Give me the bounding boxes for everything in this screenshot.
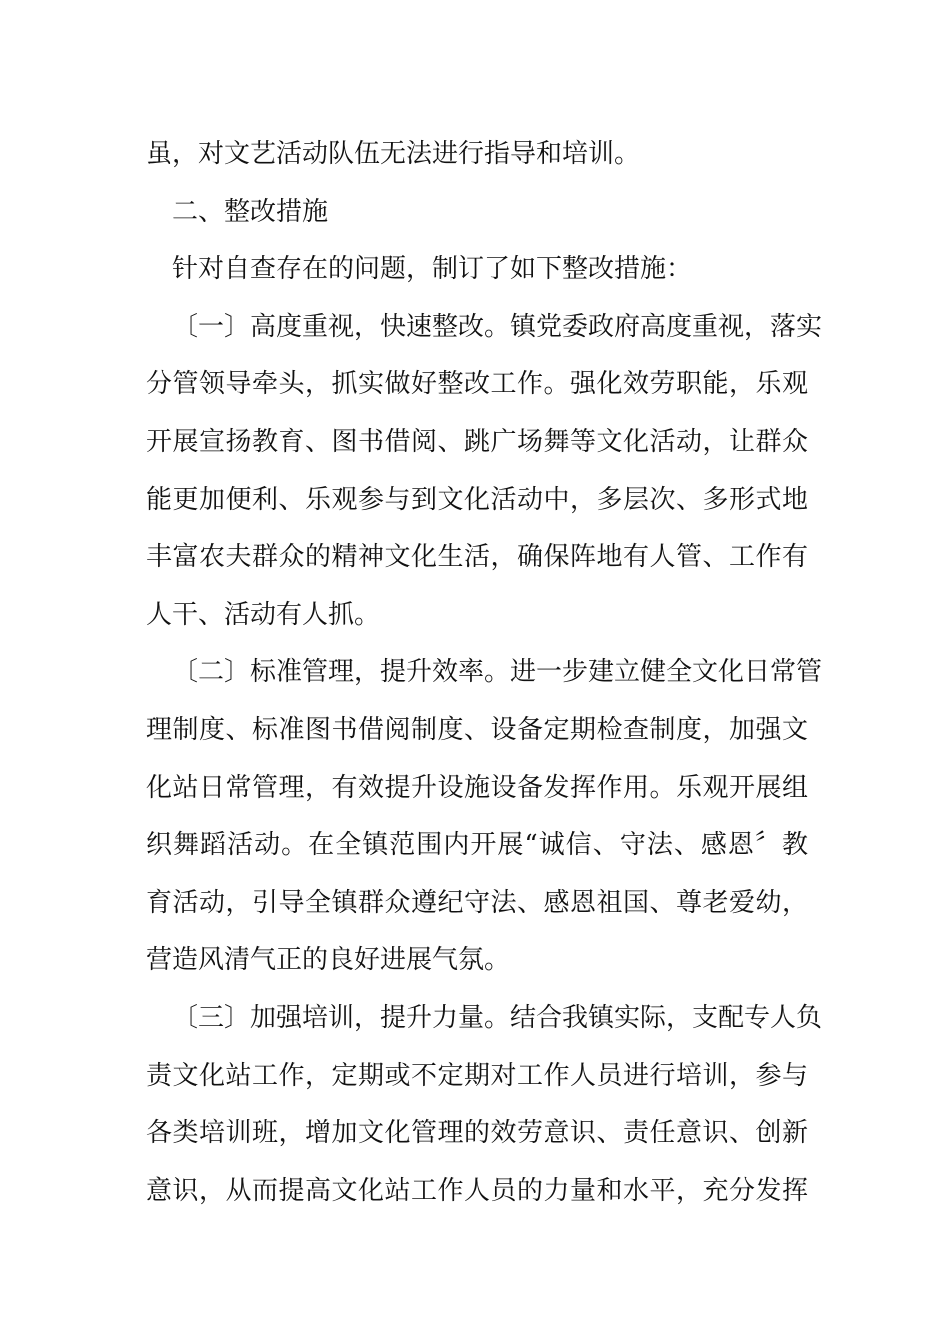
paragraph-line: 织舞蹈活动。在全镇范围内开展“诚信、守法、感恩〞教 bbox=[146, 830, 808, 861]
paragraph-line: 育活动，引导全镇群众遵纪守法、感恩祖国、尊老爱幼， bbox=[146, 887, 808, 918]
paragraph-line: 〔一〕高度重视，快速整改。镇党委政府高度重视，落实 bbox=[172, 311, 823, 342]
paragraph-line: 开展宣扬教育、图书借阅、跳广场舞等文化活动，让群众 bbox=[146, 426, 808, 457]
paragraph-line: 分管领导牵头，抓实做好整改工作。强化效劳职能，乐观 bbox=[146, 369, 808, 400]
paragraph-line: 意识，从而提高文化站工作人员的力量和水平，充分发挥 bbox=[146, 1175, 808, 1206]
paragraph-line: 营造风清气正的良好进展气氛。 bbox=[146, 945, 511, 976]
paragraph-line: 虽，对文艺活动队伍无法进行指导和培训。 bbox=[146, 139, 641, 169]
paragraph-line: 丰富农夫群众的精神文化生活，确保阵地有人管、工作有 bbox=[146, 542, 808, 573]
document-body bbox=[146, 126, 823, 1220]
paragraph-line: 针对自查存在的问题，制订了如下整改措施： bbox=[172, 254, 693, 285]
paragraph-line: 能更加便利、乐观参与到文化活动中，多层次、多形式地 bbox=[146, 484, 808, 515]
paragraph-line: 理制度、标准图书借阅制度、设备定期检查制度，加强文 bbox=[146, 714, 808, 745]
paragraph-line: 人干、活动有人抓。 bbox=[146, 599, 381, 630]
section-heading: 二、整改措施 bbox=[172, 196, 329, 227]
paragraph-line: 化站日常管理，有效提升设施设备发挥作用。乐观开展组 bbox=[146, 772, 808, 803]
paragraph-line: 〔三〕加强培训，提升力量。结合我镇实际，支配专人负 bbox=[172, 1002, 823, 1033]
paragraph-line: 〔二〕标准管理，提升效率。进一步建立健全文化日常管 bbox=[172, 657, 823, 688]
paragraph-line: 各类培训班，增加文化管理的效劳意识、责任意识、创新 bbox=[146, 1118, 808, 1149]
paragraph-line: 责文化站工作，定期或不定期对工作人员进行培训，参与 bbox=[146, 1060, 808, 1091]
